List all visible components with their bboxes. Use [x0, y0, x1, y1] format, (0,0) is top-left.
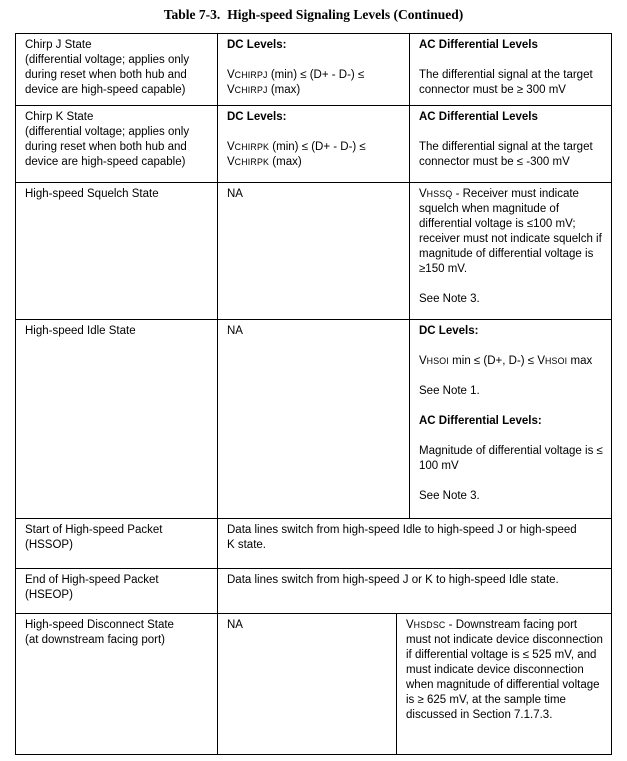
cell-paragraph: AC Differential Levels	[419, 39, 538, 51]
table-cell	[16, 320, 218, 519]
table-cell	[16, 569, 218, 614]
cell-paragraph: NA	[227, 619, 243, 631]
cell-paragraph: Chirp K State (differential voltage; applies only during reset when both hub and device are high-speed capable)	[25, 111, 190, 168]
table-cell	[410, 34, 612, 106]
table-row-chirp-k-state	[16, 106, 612, 183]
table-cell	[218, 320, 410, 519]
cell-paragraph: Magnitude of differential voltage is ≤ 100 mV	[419, 445, 603, 472]
table-row-start-of-high-speed-packet	[16, 519, 612, 569]
cell-paragraph: See Note 3.	[419, 490, 480, 502]
table-row-high-speed-idle-state	[16, 320, 612, 519]
table-cell	[218, 106, 410, 183]
cell-paragraph: Start of High-speed Packet (HSSOP)	[25, 524, 163, 551]
cell-paragraph: High-speed Idle State	[25, 325, 136, 337]
table-row-chirp-j-state	[16, 34, 612, 106]
table-cell	[218, 183, 410, 320]
table-title-text: High-speed Signaling Levels (Continued)	[227, 7, 464, 22]
table-cell	[16, 614, 218, 755]
cell-paragraph: Data lines switch from high-speed Idle to high-speed J or high-speed K state.	[227, 524, 577, 551]
table-cell	[397, 614, 612, 755]
cell-paragraph: VCHIRPJ (min) ≤ (D+ - D-) ≤ VCHIRPJ (max)	[227, 69, 365, 96]
table-row-end-of-high-speed-packet	[16, 569, 612, 614]
table-cell	[218, 519, 612, 569]
cell-paragraph: High-speed Squelch State	[25, 188, 159, 200]
cell-paragraph: Data lines switch from high-speed J or K to high-speed Idle state.	[227, 574, 559, 586]
cell-paragraph: See Note 1.	[419, 385, 480, 397]
cell-paragraph: NA	[227, 188, 243, 200]
table-title	[0, 7, 627, 23]
cell-paragraph: DC Levels:	[419, 325, 479, 337]
cell-paragraph: The differential signal at the target connector must be ≥ 300 mV	[419, 69, 593, 96]
cell-paragraph: High-speed Disconnect State (at downstream facing port)	[25, 619, 174, 646]
table-row-high-speed-squelch-state	[16, 183, 612, 320]
cell-paragraph: DC Levels:	[227, 39, 287, 51]
table-cell	[218, 569, 612, 614]
cell-paragraph: AC Differential Levels	[419, 111, 538, 123]
table-cell	[410, 320, 612, 519]
table-cell	[218, 34, 410, 106]
cell-paragraph: NA	[227, 325, 243, 337]
cell-paragraph: VHSOI min ≤ (D+, D-) ≤ VHSOI max	[419, 355, 593, 367]
signaling-levels-table	[15, 33, 612, 755]
cell-paragraph: Chirp J State (differential voltage; applies only during reset when both hub and device are high-speed capable)	[25, 39, 190, 96]
cell-paragraph: The differential signal at the target connector must be ≤ -300 mV	[419, 141, 593, 168]
table-cell	[16, 519, 218, 569]
table-cell	[16, 34, 218, 106]
table-cell	[410, 106, 612, 183]
signaling-table-body	[16, 34, 612, 755]
table-row-high-speed-disconnect-state	[16, 614, 612, 755]
cell-paragraph: VCHIRPK (min) ≤ (D+ - D-) ≤ VCHIRPK (max)	[227, 141, 366, 168]
table-cell	[16, 106, 218, 183]
table-cell	[16, 183, 218, 320]
cell-paragraph: DC Levels:	[227, 111, 287, 123]
table-title-number: Table 7-3.	[163, 7, 221, 22]
cell-paragraph: VHSDSC - Downstream facing port must not indicate device disconnection if differential voltage is ≤ 525 mV, and must indicate device disconnection when magnitude of differential voltage is ≥ 625 mV, at the sample time discussed in Section 7.1.7.3.	[406, 619, 603, 721]
cell-paragraph: AC Differential Levels:	[419, 415, 542, 427]
cell-paragraph: See Note 3.	[419, 293, 480, 305]
table-cell	[410, 183, 612, 320]
cell-paragraph: End of High-speed Packet (HSEOP)	[25, 574, 159, 601]
table-cell	[218, 614, 397, 755]
cell-paragraph: VHSSQ - Receiver must indicate squelch when magnitude of differential voltage is ≤100 mV; receiver must not indicate squelch if magnitude of differential voltage is ≥150 mV.	[419, 188, 602, 275]
